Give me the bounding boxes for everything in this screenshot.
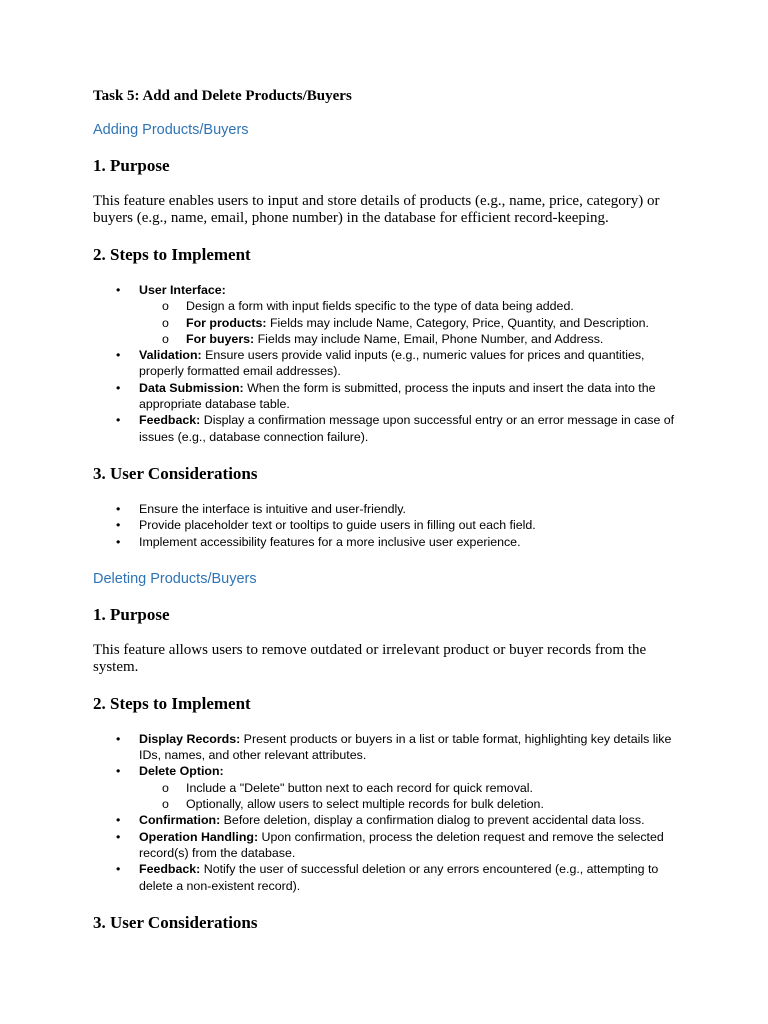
list-item [93,347,683,380]
bullet-icon: • [116,813,121,828]
list-item-text: Before deletion, display a confirmation dialog to prevent accidental data loss. [220,813,645,828]
sub-list [139,780,683,813]
sub-list-item-label: For products: [186,315,267,330]
sub-list-item-text: Design a form with input fields specific to the type of data being added. [186,299,574,314]
list-item-label: Delete Option: [139,764,224,779]
deleting-purpose-heading: 1. Purpose [93,604,170,624]
list-item-text: Provide placeholder text or tooltips to guide users in filling out each field. [139,518,536,533]
deleting-steps-heading: 2. Steps to Implement [93,693,251,713]
list-item [93,812,683,828]
circle-bullet-icon: o [162,299,169,314]
sub-list [139,298,683,347]
list-item-label: Display Records: [139,731,241,746]
bullet-icon: • [116,380,121,395]
bullet-icon: • [116,501,121,516]
adding-purpose-text: This feature enables users to input and store details of products (e.g., name, price, category) or buyers (e.g., name, email, phone number) in the database for efficient record-keeping. [93,193,660,226]
deleting-steps-list [93,731,683,894]
list-item-text: When the form is submitted, process the inputs and insert the data into the appropriate database table. [139,380,656,412]
list-item-label: User Interface: [139,283,226,297]
list-item-text: Implement accessibility features for a more inclusive user experience. [139,534,521,549]
list-item [93,412,683,445]
adding-steps-list [93,282,683,445]
sub-list-item [139,796,683,812]
circle-bullet-icon: o [162,331,169,346]
adding-subheading: Adding Products/Buyers [93,122,249,138]
list-item-label: Feedback: [139,413,201,428]
list-item-text: Present products or buyers in a list or table format, highlighting key details like IDs, names, and other relevant attributes. [139,731,672,763]
task-title: Task 5: Add and Delete Products/Buyers [93,88,352,104]
sub-list-item [139,298,683,314]
list-item [93,282,683,347]
circle-bullet-icon: o [162,780,169,795]
circle-bullet-icon: o [162,797,169,812]
bullet-icon: • [116,829,121,844]
list-item-text: Display a confirmation message upon successful entry or an error message in case of issues (e.g., database connection failure). [139,413,675,444]
list-item-label: Feedback: [139,862,201,877]
list-item-label: Confirmation: [139,813,221,828]
list-item [93,517,683,533]
deleting-subheading: Deleting Products/Buyers [93,570,257,587]
list-item-text: Notify the user of successful deletion or any errors encountered (e.g., attempting to delete a non-existent record). [139,862,659,893]
bullet-icon: • [116,283,121,297]
list-item [93,829,683,862]
list-item [93,731,683,764]
adding-considerations-list [93,501,683,550]
sub-list-item-text: Fields may include Name, Category, Price, Quantity, and Description. [266,315,649,330]
circle-bullet-icon: o [162,315,169,330]
adding-steps-heading: 2. Steps to Implement [93,245,251,264]
document-body [93,86,683,950]
bullet-icon: • [116,413,121,428]
sub-list-item-text: Include a "Delete" button next to each record for quick removal. [186,780,533,795]
list-item [93,861,683,894]
sub-list-item [139,331,683,347]
list-item [93,380,683,413]
bullet-icon: • [116,518,121,533]
list-item-text: Ensure users provide valid inputs (e.g., numeric values for prices and quantities, properly formatted email addresses). [139,348,645,379]
list-item-text: Upon confirmation, process the deletion request and remove the selected record(s) from the database. [139,829,664,860]
deleting-purpose-text: This feature allows users to remove outdated or irrelevant product or buyer records from the system. [93,641,647,675]
list-item-label: Data Submission: [139,380,244,395]
list-item [93,501,683,517]
adding-purpose-heading: 1. Purpose [93,156,170,175]
list-item [93,763,683,812]
bullet-icon: • [116,348,121,363]
list-item-label: Validation: [139,348,202,363]
bullet-icon: • [116,534,121,549]
list-item-text: Ensure the interface is intuitive and user-friendly. [139,501,406,516]
sub-list-item-text: Fields may include Name, Email, Phone Number, and Address. [254,331,604,346]
list-item [93,534,683,550]
bullet-icon: • [116,862,121,877]
list-item-label: Operation Handling: [139,829,259,844]
bullet-icon: • [116,731,121,746]
deleting-considerations-heading: 3. User Considerations [93,912,258,932]
sub-list-item-label: For buyers: [186,331,255,346]
sub-list-item-text: Optionally, allow users to select multiple records for bulk deletion. [186,797,544,812]
sub-list-item [139,315,683,331]
adding-considerations-heading: 3. User Considerations [93,463,258,483]
bullet-icon: • [116,764,121,779]
sub-list-item [139,780,683,796]
